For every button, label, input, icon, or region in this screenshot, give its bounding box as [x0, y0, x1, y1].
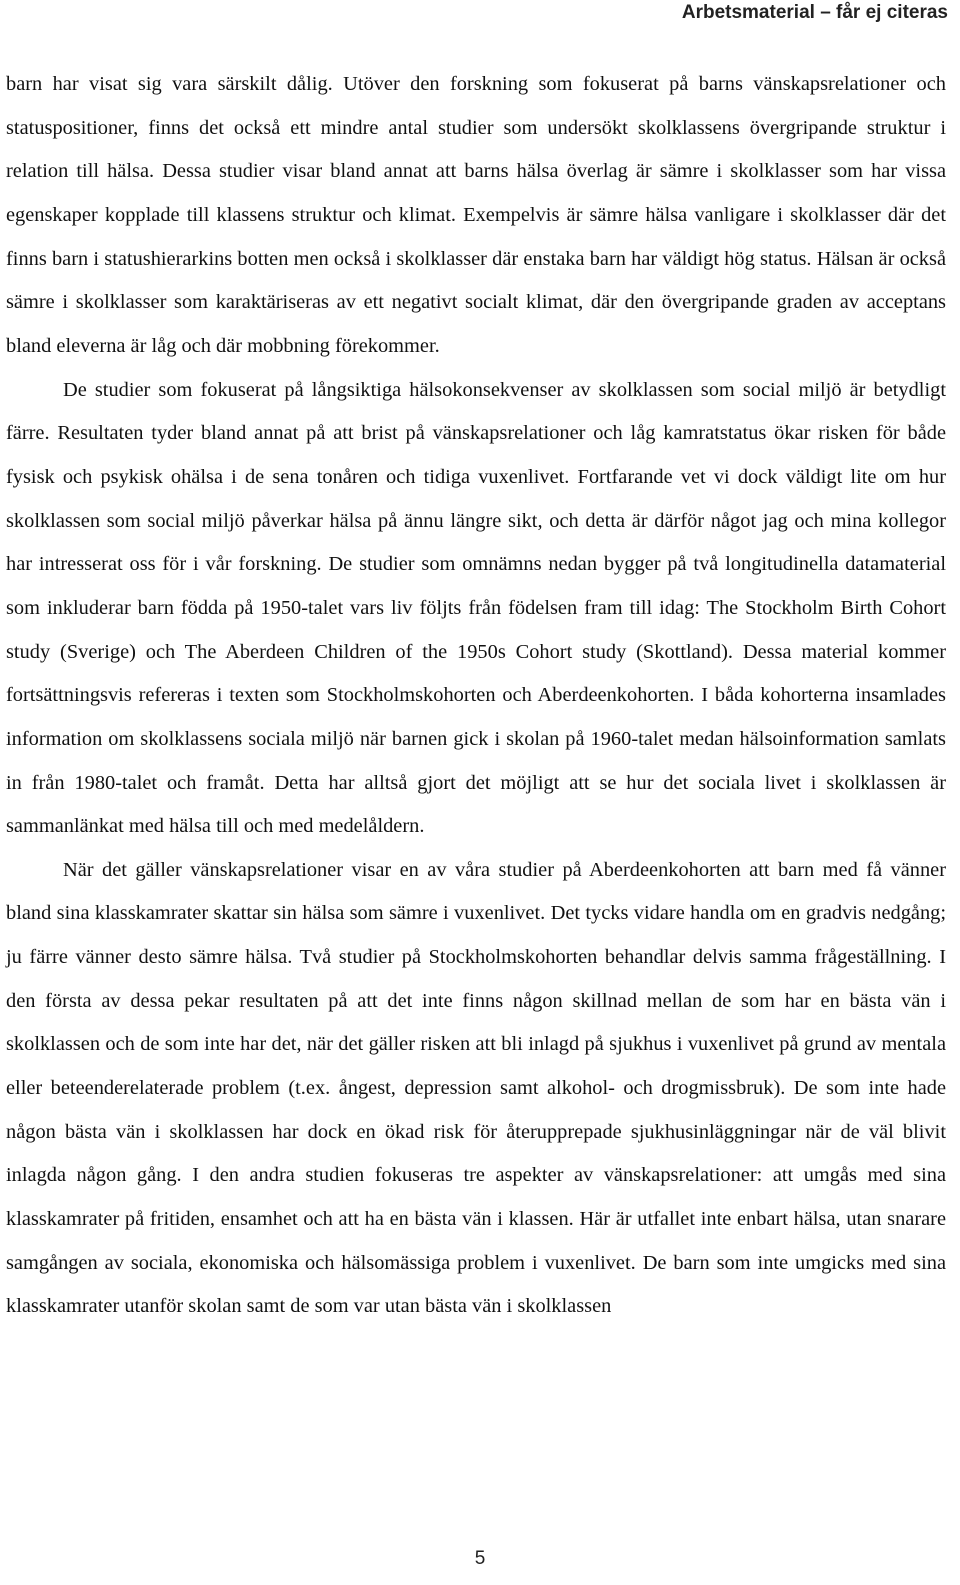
running-header: Arbetsmaterial – får ej citeras: [681, 2, 948, 23]
paragraph-longterm-studies: De studier som fokuserat på långsiktiga hälsokonsekvenser av skolklassen som social miljö är betydligt färre. Resultaten tyder bland annat på att brist på vänskapsrelationer och låg kamratstatus ökar risken för både fysisk och psykisk ohälsa i de sena tonåren och tidiga vuxenlivet. Fortfarande vet vi dock väldigt lite om hur skolklassen som social miljö påverkar hälsa på ännu längre sikt, och detta är därför något jag och mina kollegor har intresserat oss för i vår forskning. De studier som omnämns nedan bygger på två longitudinella datamaterial som inkluderar barn födda på 1950-talet vars liv följts från födelsen fram till idag: The Stockholm Birth Cohort study (Sverige) och The Aberdeen Children of the 1950s Cohort study (Skottland). Dessa material kommer fortsättningsvis refereras i texten som Stockholmskohorten och Aberdeenkohorten. I båda kohorterna insamlades information om skolklassens sociala miljö när barnen gick i skolan på 1960-talet medan hälsoinformation samlats in från 1980-talet och framåt. Detta har alltså gjort det möjligt att se hur det sociala livet i skolklassen är sammanlänkat med hälsa till och med medelåldern.: [6, 378, 946, 838]
page-number: 5: [474, 1548, 486, 1569]
paragraph-continued: barn har visat sig vara särskilt dålig. Utöver den forskning som fokuserat på barns vänskapsrelationer och statuspositioner, finns det också ett mindre antal studier som undersökt skolklassens övergripande struktur i relation till hälsa. Dessa studier visar bland annat att barns hälsa överlag är sämre i skolklasser som har vissa egenskaper kopplade till klassens struktur och klimat. Exempelvis är sämre hälsa vanligare i skolklasser där det finns barn i statushierarkins botten men också i skolklasser där enstaka barn har väldigt hög status. Hälsan är också sämre i skolklasser som karaktäriseras av ett negativt socialt klimat, där den övergripande graden av acceptans bland eleverna är låg och där mobbning förekommer.: [6, 73, 946, 357]
paragraph-friendship: När det gäller vänskapsrelationer visar en av våra studier på Aberdeenkohorten att barn med få vänner bland sina klasskamrater skattar sin hälsa som sämre i vuxenlivet. Det tycks vidare handla om en gradvis nedgång; ju färre vänner desto sämre hälsa. Två studier på Stockholmskohorten behandlar delvis samma frågeställning. I den första av dessa pekar resultaten på att det inte finns någon skillnad mellan de som har en bästa vän i skolklassen och de som inte har det, när det gäller risken att bli inlagd på sjukhus i vuxenlivet på grund av mentala eller beteenderelaterade problem (t.ex. ångest, depression samt alkohol- och drogmissbruk). De som inte hade någon bästa vän i skolklassen har dock en ökad risk för återupprepade sjukhusinläggningar när de väl blivit inlagda någon gång. I den andra studien fokuseras tre aspekter av vänskapsrelationer: att umgås med sina klasskamrater på fritiden, ensamhet och att ha en bästa vän i klassen. Här är utfallet inte enbart hälsa, utan snarare samgången av sociala, ekonomiska och hälsomässiga problem i vuxenlivet. De barn som inte umgicks med sina klasskamrater utanför skolan samt de som var utan bästa vän i skolklassen: [6, 858, 946, 1318]
body-text: [6, 63, 946, 1329]
